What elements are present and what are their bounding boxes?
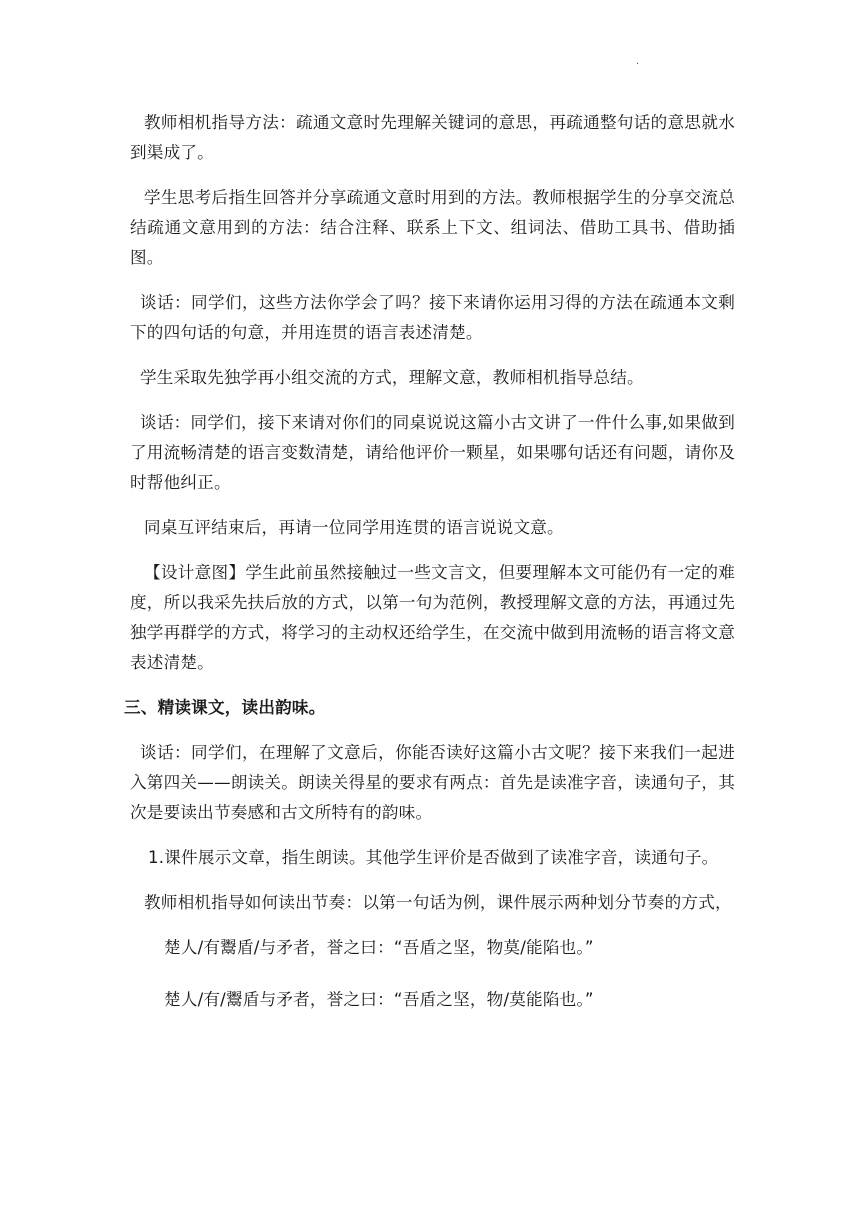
rhythm-example-2: 楚人/有/鬻盾与矛者，誉之曰：“吾盾之坚，物/莫能陷也。” (164, 990, 594, 1009)
paragraph-talk-reading: 谈话：同学们，在理解了文意后，你能否读好这篇小古文呢？接下来我们一起进入第四关——朗读关。朗读关得星的要求有两点：首先是读准字音，读通句子，其次是要读出节奏感和古文所特有的韵味。 (130, 743, 735, 822)
paragraph-rhythm-guidance: 教师相机指导如何读出节奏：以第一句话为例，课件展示两种划分节奏的方式， (144, 893, 732, 912)
paragraph-peer-review: 同桌互评结束后，再请一位同学用连贯的语言说说文意。 (144, 518, 564, 537)
paragraph-talk-methods: 谈话：同学们，这些方法你学会了吗？接下来请你运用习得的方法在疏通本文剩下的四句话的句意，并用连贯的语言表述清楚。 (130, 293, 735, 342)
paragraph-group-study: 学生采取先独学再小组交流的方式，理解文意，教师相机指导总结。 (140, 368, 644, 387)
paragraph-student-methods: 学生思考后指生回答并分享疏通文意时用到的方法。教师根据学生的分享交流总结疏通文意用到的方法：结合注释、联系上下文、组词法、借助工具书、借助插图。 (130, 188, 735, 267)
section-heading-intensive-reading: 三、精读课文，读出韵味。 (124, 698, 326, 717)
document-body (124, 108, 735, 1037)
paragraph-talk-deskmate: 谈话：同学们，接下来请对你们的同桌说说这篇小古文讲了一件什么事,如果做到了用流畅清楚的语言变数清楚，请给他评价一颗星，如果哪句话还有问题，请你及时帮他纠正。 (130, 413, 735, 492)
paragraph-teacher-guidance: 教师相机指导方法：疏通文意时先理解关键词的意思，再疏通整句话的意思就水到渠成了。 (130, 113, 735, 162)
page-mark: · (636, 59, 640, 70)
paragraph-design-intent: 【设计意图】学生此前虽然接触过一些文言文，但要理解本文可能仍有一定的难度，所以我采先扶后放的方式，以第一句为范例，教授理解文意的方法，再通过先独学再群学的方式，将学习的主动权还给学生，在交流中做到用流畅的语言将文意表述清楚。 (130, 563, 735, 672)
rhythm-example-1: 楚人/有鬻盾/与矛者，誉之曰：“吾盾之坚，物莫/能陷也。” (164, 938, 594, 957)
list-item-courseware: 1.课件展示文章，指生朗读。其他学生评价是否做到了读准字音，读通句子。 (148, 848, 719, 867)
